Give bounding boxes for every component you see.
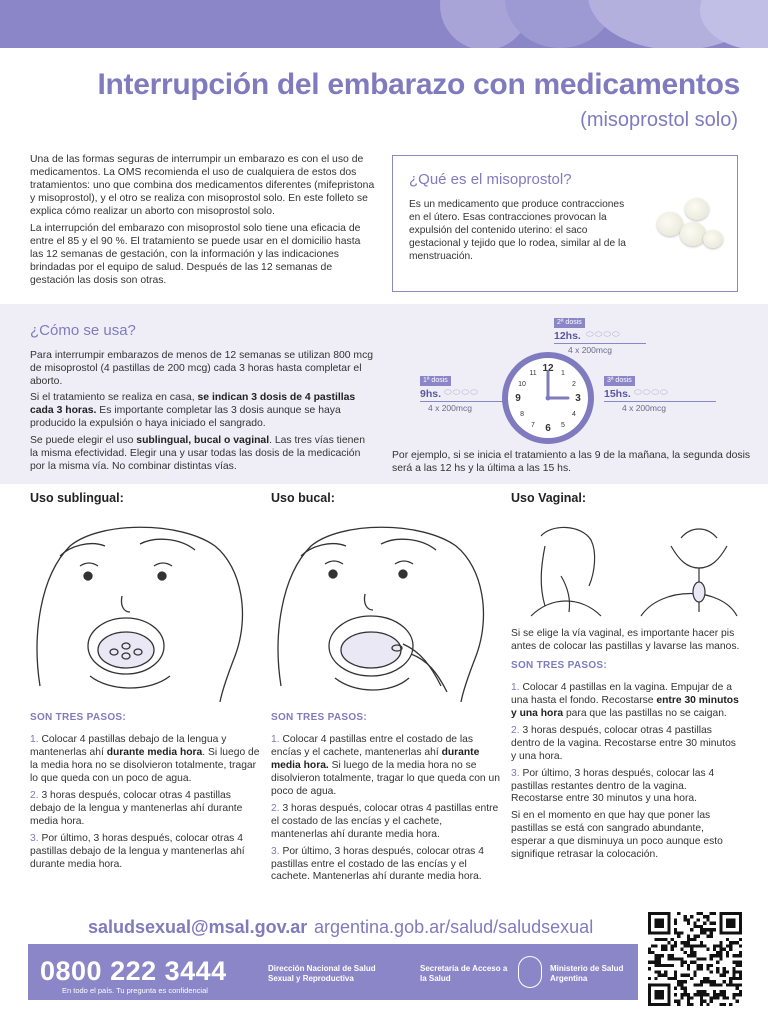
national-shield-icon: [518, 956, 542, 988]
dose-tag: 3ª dosis: [604, 376, 635, 386]
hotline-subtext: En todo el país. Tu pregunta es confidencial: [62, 986, 208, 995]
pill-icons: ⬭⬭⬭⬭: [444, 387, 479, 397]
dose-line: [604, 401, 716, 402]
pill-icons: ⬭⬭⬭⬭: [634, 387, 669, 397]
clock-icon: [500, 350, 596, 446]
hotline-number[interactable]: 0800 222 3444: [40, 956, 227, 986]
clock-number: 11: [529, 370, 537, 378]
org-name: Secretaría de Acceso a la Salud: [420, 964, 508, 984]
misoprostol-text: Es un medicamento que produce contracciones en el útero. Esas contracciones provocan la expulsión del contenido uterino: el saco gestacional y tejido que lo rodea, similar al de la menstruación.: [409, 199, 626, 263]
intro-paragraph: La interrupción del embarazo con misoprostol solo tiene una eficacia de entre el 85 y el 90 %. El tratamiento se puede usar en el domicilio hasta las 12 semanas de gestación, con la información y las indicaciones brindadas por el equipo de salud. Después de las 12 semanas de gestación las dosis son otras.: [30, 222, 361, 286]
step-item: 3. Por último, 3 horas después, colocar otras 4 pastillas debajo de la lengua y mantenerlas ahí durante media hora.: [30, 832, 245, 870]
website-link[interactable]: argentina.gob.ar/salud/saludsexual: [314, 917, 594, 937]
pills-image: [647, 196, 725, 260]
top-banner: [0, 0, 768, 48]
clock-number: 3: [575, 393, 581, 404]
clock-number: 6: [545, 423, 551, 434]
dose-line: [554, 343, 646, 344]
how-to-use-section: [30, 322, 375, 476]
org-name: Ministerio de Salud Argentina: [550, 964, 624, 984]
dose-line: [420, 401, 510, 402]
dose-time: 12hs.: [554, 330, 581, 342]
vaginal-heading: Uso Vaginal:: [511, 491, 587, 505]
steps-title: SON TRES PASOS:: [271, 712, 367, 723]
dose-schedule: [390, 316, 750, 446]
dose-amount: 4 x 200mcg: [622, 403, 666, 413]
dose-amount: 4 x 200mcg: [568, 345, 612, 355]
footer-band: [28, 944, 638, 1000]
how-to-use-paragraph: Si el tratamiento se realiza en casa, se indican 3 dosis de 4 pastillas cada 3 horas. Es importante completar las 3 dosis aunque se haya producido la expulsión o haya iniciado el sangrado.: [30, 392, 356, 430]
intro-paragraph: Una de las formas seguras de interrumpir un embarazo es con el uso de medicamentos. La OMS recomienda el uso de cualquiera de estos dos tratamientos: uno que combina dos medicamentos diferentes (mifepristona y misoprostol), y el otro se realiza con misoprostol solo. En este folleto se explica cómo realizar un aborto con misoprostol solo.: [30, 154, 375, 218]
dose-amount: 4 x 200mcg: [428, 403, 472, 413]
steps-title: SON TRES PASOS:: [511, 659, 607, 671]
sublingual-illustration: [30, 516, 260, 702]
steps-title: SON TRES PASOS:: [30, 712, 126, 723]
qr-code-icon[interactable]: [648, 912, 742, 1006]
clock-number: 10: [518, 381, 526, 388]
sublingual-column: [30, 490, 260, 875]
clock-number: 7: [531, 421, 535, 429]
intro-section: [30, 153, 375, 290]
dose-time: 9hs.: [420, 388, 442, 400]
page-subtitle: (misoprostol solo): [580, 109, 738, 131]
step-item: 3. Por último, 3 horas después, colocar otras 4 pastillas entre el costado de las encías y el cachete. Mantenerlas ahí durante media hora.: [271, 845, 484, 883]
clock-number: 8: [520, 411, 524, 418]
clock-number: 1: [561, 370, 565, 378]
clock-number: 5: [561, 421, 565, 429]
misoprostol-heading: ¿Qué es el misoprostol?: [409, 171, 572, 188]
buccal-column: [271, 490, 501, 888]
vaginal-column: [511, 490, 741, 866]
clock-number: 9: [515, 393, 521, 404]
step-item: 2. 3 horas después, colocar otras 4 pastillas entre el costado de las encías y el cachete, mantenerlas ahí durante media hora.: [271, 802, 499, 840]
org-name: Dirección Nacional de Salud Sexual y Reproductiva: [268, 964, 376, 984]
how-to-use-paragraph: Para interrumpir embarazos de menos de 12 semanas se utilizan 800 mcg de misoprostol (4 pastillas de 200 mcg) cada 3 horas hasta completar el aborto.: [30, 349, 374, 388]
pill-icons: ⬭⬭⬭⬭: [586, 329, 621, 339]
step-item: 1. Colocar 4 pastillas debajo de la lengua y mantenerlas ahí durante media hora. Si luego de la media hora no se disolvieron totalmente, tragar lo que queda con un poco de agua.: [30, 733, 260, 784]
sublingual-heading: Uso sublingual:: [30, 491, 124, 505]
step-item: 1. Colocar 4 pastillas en la vagina. Empujar de a una hasta el fondo. Recostarse entre 30 minutos y una hora para que las pastillas no se caigan.: [511, 681, 739, 719]
step-item: 1. Colocar 4 pastillas entre el costado de las encías y el cachete, mantenerlas ahí durante media hora. Si luego de la media hora no se disolvieron totalmente, tragar lo que queda con un poco de agua.: [271, 733, 500, 797]
schedule-caption: Por ejemplo, si se inicia el tratamiento a las 9 de la mañana, la segunda dosis será a las 12 hs y la última a las 15 hs.: [392, 450, 751, 475]
how-to-use-paragraph: Se puede elegir el uso sublingual, bucal o vaginal. Las tres vías tienen la misma efectividad. Elegir una y usar todas las dosis de la medicación por la misma vía. No combinar distintas vías.: [30, 434, 365, 472]
step-item: 3. Por último, 3 horas después, colocar las 4 pastillas restantes dentro de la vagina. Recostarse entre 30 minutos y una hora.: [511, 767, 715, 805]
misoprostol-info-box: [392, 155, 738, 292]
step-item: 2. 3 horas después, colocar otras 4 pastillas debajo de la lengua y mantenerlas ahí durante media hora.: [30, 789, 243, 827]
contact-email-link[interactable]: saludsexual@msal.gov.ar: [88, 917, 308, 937]
dose-tag: 1ª dosis: [420, 376, 451, 386]
dose-tag: 2ª dosis: [554, 318, 585, 328]
clock-number: 2: [572, 381, 576, 388]
vaginal-note: Si se elige la vía vaginal, es importante hacer pis antes de colocar las pastillas y lavarse las manos.: [511, 628, 740, 652]
buccal-heading: Uso bucal:: [271, 491, 335, 505]
clock-number: 4: [572, 411, 576, 418]
buccal-illustration: [271, 516, 501, 702]
dose-time: 15hs.: [604, 388, 631, 400]
vaginal-illustration: [511, 516, 741, 620]
clock-number: 12: [542, 363, 554, 374]
page-title: Interrupción del embarazo con medicamentos: [97, 68, 740, 101]
how-to-use-heading: ¿Cómo se usa?: [30, 322, 136, 339]
step-item: 2. 3 horas después, colocar otras 4 pastillas dentro de la vagina. Recostarse entre 30 minutos y una hora.: [511, 724, 736, 762]
vaginal-final-note: Si en el momento en que hay que poner las pastillas se está con sangrado abundante, esperar a que disminuya un poco aunque esto signifique retrasar la colocación.: [511, 810, 723, 861]
